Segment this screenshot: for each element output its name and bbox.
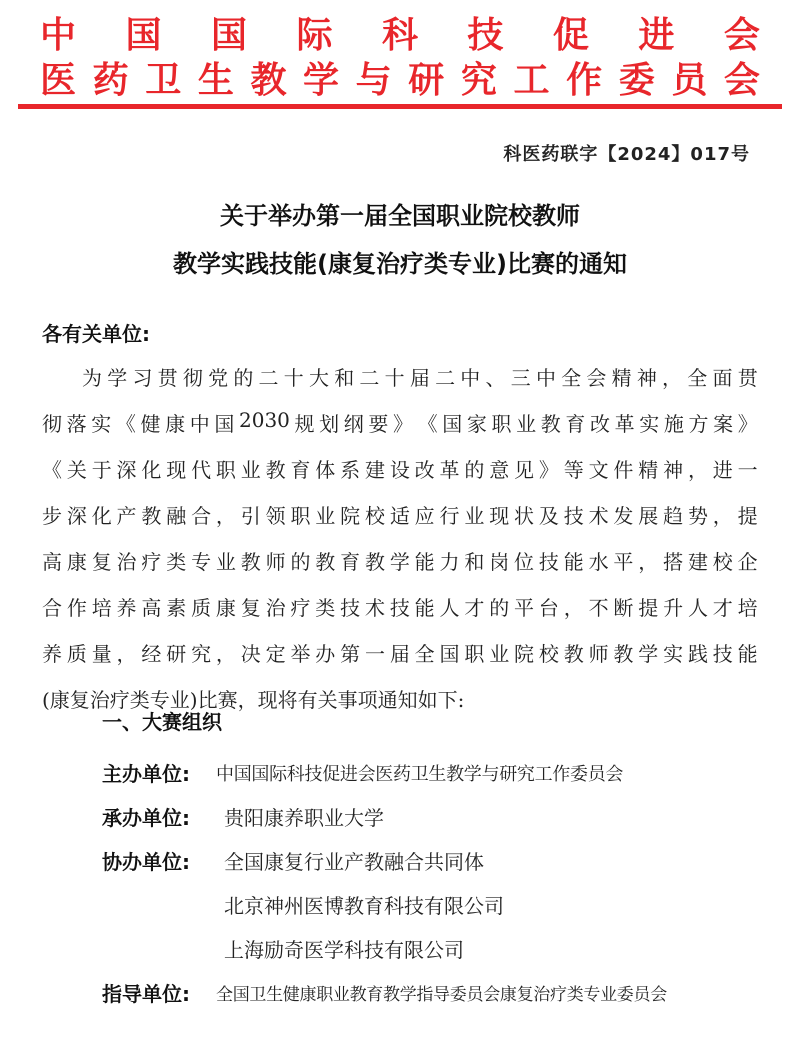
header-char: 与 [355,60,392,101]
host-value: 中国国际科技促进会医药卫生教学与研究工作委员会 [216,764,624,785]
host-label: 主办单位: [102,762,190,786]
notice-title-line-1: 关于举办第一届全国职业院校教师 [220,202,580,230]
header-char: 会 [723,15,760,56]
paragraph-line: (康复治疗类专业)比赛，现将有关事项通知如下: [42,688,465,712]
paragraph-line: 彻 落 实 《 健 康 中 国 2030 规 划 纲 要 》 《 国 家 职 业 教 育 改 革 实 施 方 案 》 [42,408,758,436]
header-char: 国 [210,15,247,56]
notice-title-line-2: 教学实践技能(康复治疗类专业)比赛的通知 [173,250,627,278]
header-char: 学 [303,60,340,101]
header-char: 中 [40,15,77,56]
header-char: 药 [92,60,129,101]
co-organizer-label: 协办单位: [102,850,190,874]
section-heading-organization: 一、大赛组织 [102,710,222,734]
guide-value: 全国卫生健康职业教育教学指导委员会康复治疗类专业委员会 [216,985,667,1005]
red-divider-line [18,104,782,109]
guide-label: 指导单位: [102,982,190,1006]
co-organizer-value-2: 北京神州医博教育科技有限公司 [224,894,504,918]
header-char: 作 [566,60,603,101]
header-char: 进 [638,15,675,56]
header-char: 医 [40,60,77,101]
salutation: 各有关单位: [42,322,150,346]
co-organizer-value-3: 上海励奇医学科技有限公司 [224,938,464,962]
header-char: 员 [671,60,708,101]
header-char: 委 [618,60,655,101]
issuer-header-line-2 [40,61,760,101]
paragraph-line: 合 作 培 养 高 素 质 康 复 治 疗 类 技 术 技 能 人 才 的 平 台 ， 不 断 提 升 人 才 培 [42,596,758,620]
issuer-header-line-1 [40,16,760,56]
document-number: 科医药联字【2024】017号 [503,144,750,165]
header-char: 国 [125,15,162,56]
header-char: 技 [467,15,504,56]
paragraph-line: 为 学 习 贯 彻 党 的 二 十 大 和 二 十 届 二 中 、 三 中 全 会 精 神 ， 全 面 贯 [82,366,758,390]
header-char: 研 [408,60,445,101]
header-char: 际 [296,15,333,56]
header-char: 生 [197,60,234,101]
paragraph-line: 养 质 量 ， 经 研 究 ， 决 定 举 办 第 一 届 全 国 职 业 院 校 教 师 教 学 实 践 技 能 [42,642,758,666]
organizer-value: 贵阳康养职业大学 [224,806,384,830]
header-char: 会 [723,60,760,101]
organizer-label: 承办单位: [102,806,190,830]
paragraph-line: 步 深 化 产 教 融 合 ， 引 领 职 业 院 校 适 应 行 业 现 状 及 技 术 发 展 趋 势 ， 提 [42,504,758,528]
header-char: 促 [552,15,589,56]
paragraph-line: 《 关 于 深 化 现 代 职 业 教 育 体 系 建 设 改 革 的 意 见 》 等 文 件 精 神 ， 进 一 [42,458,758,482]
header-char: 卫 [145,60,182,101]
header-char: 究 [460,60,497,101]
co-organizer-value-1: 全国康复行业产教融合共同体 [224,850,484,874]
header-char: 教 [250,60,287,101]
paragraph-line: 高 康 复 治 疗 类 专 业 教 师 的 教 育 教 学 能 力 和 岗 位 技 能 水 平 ， 搭 建 校 企 [42,550,758,574]
header-char: 工 [513,60,550,101]
header-char: 科 [381,15,418,56]
